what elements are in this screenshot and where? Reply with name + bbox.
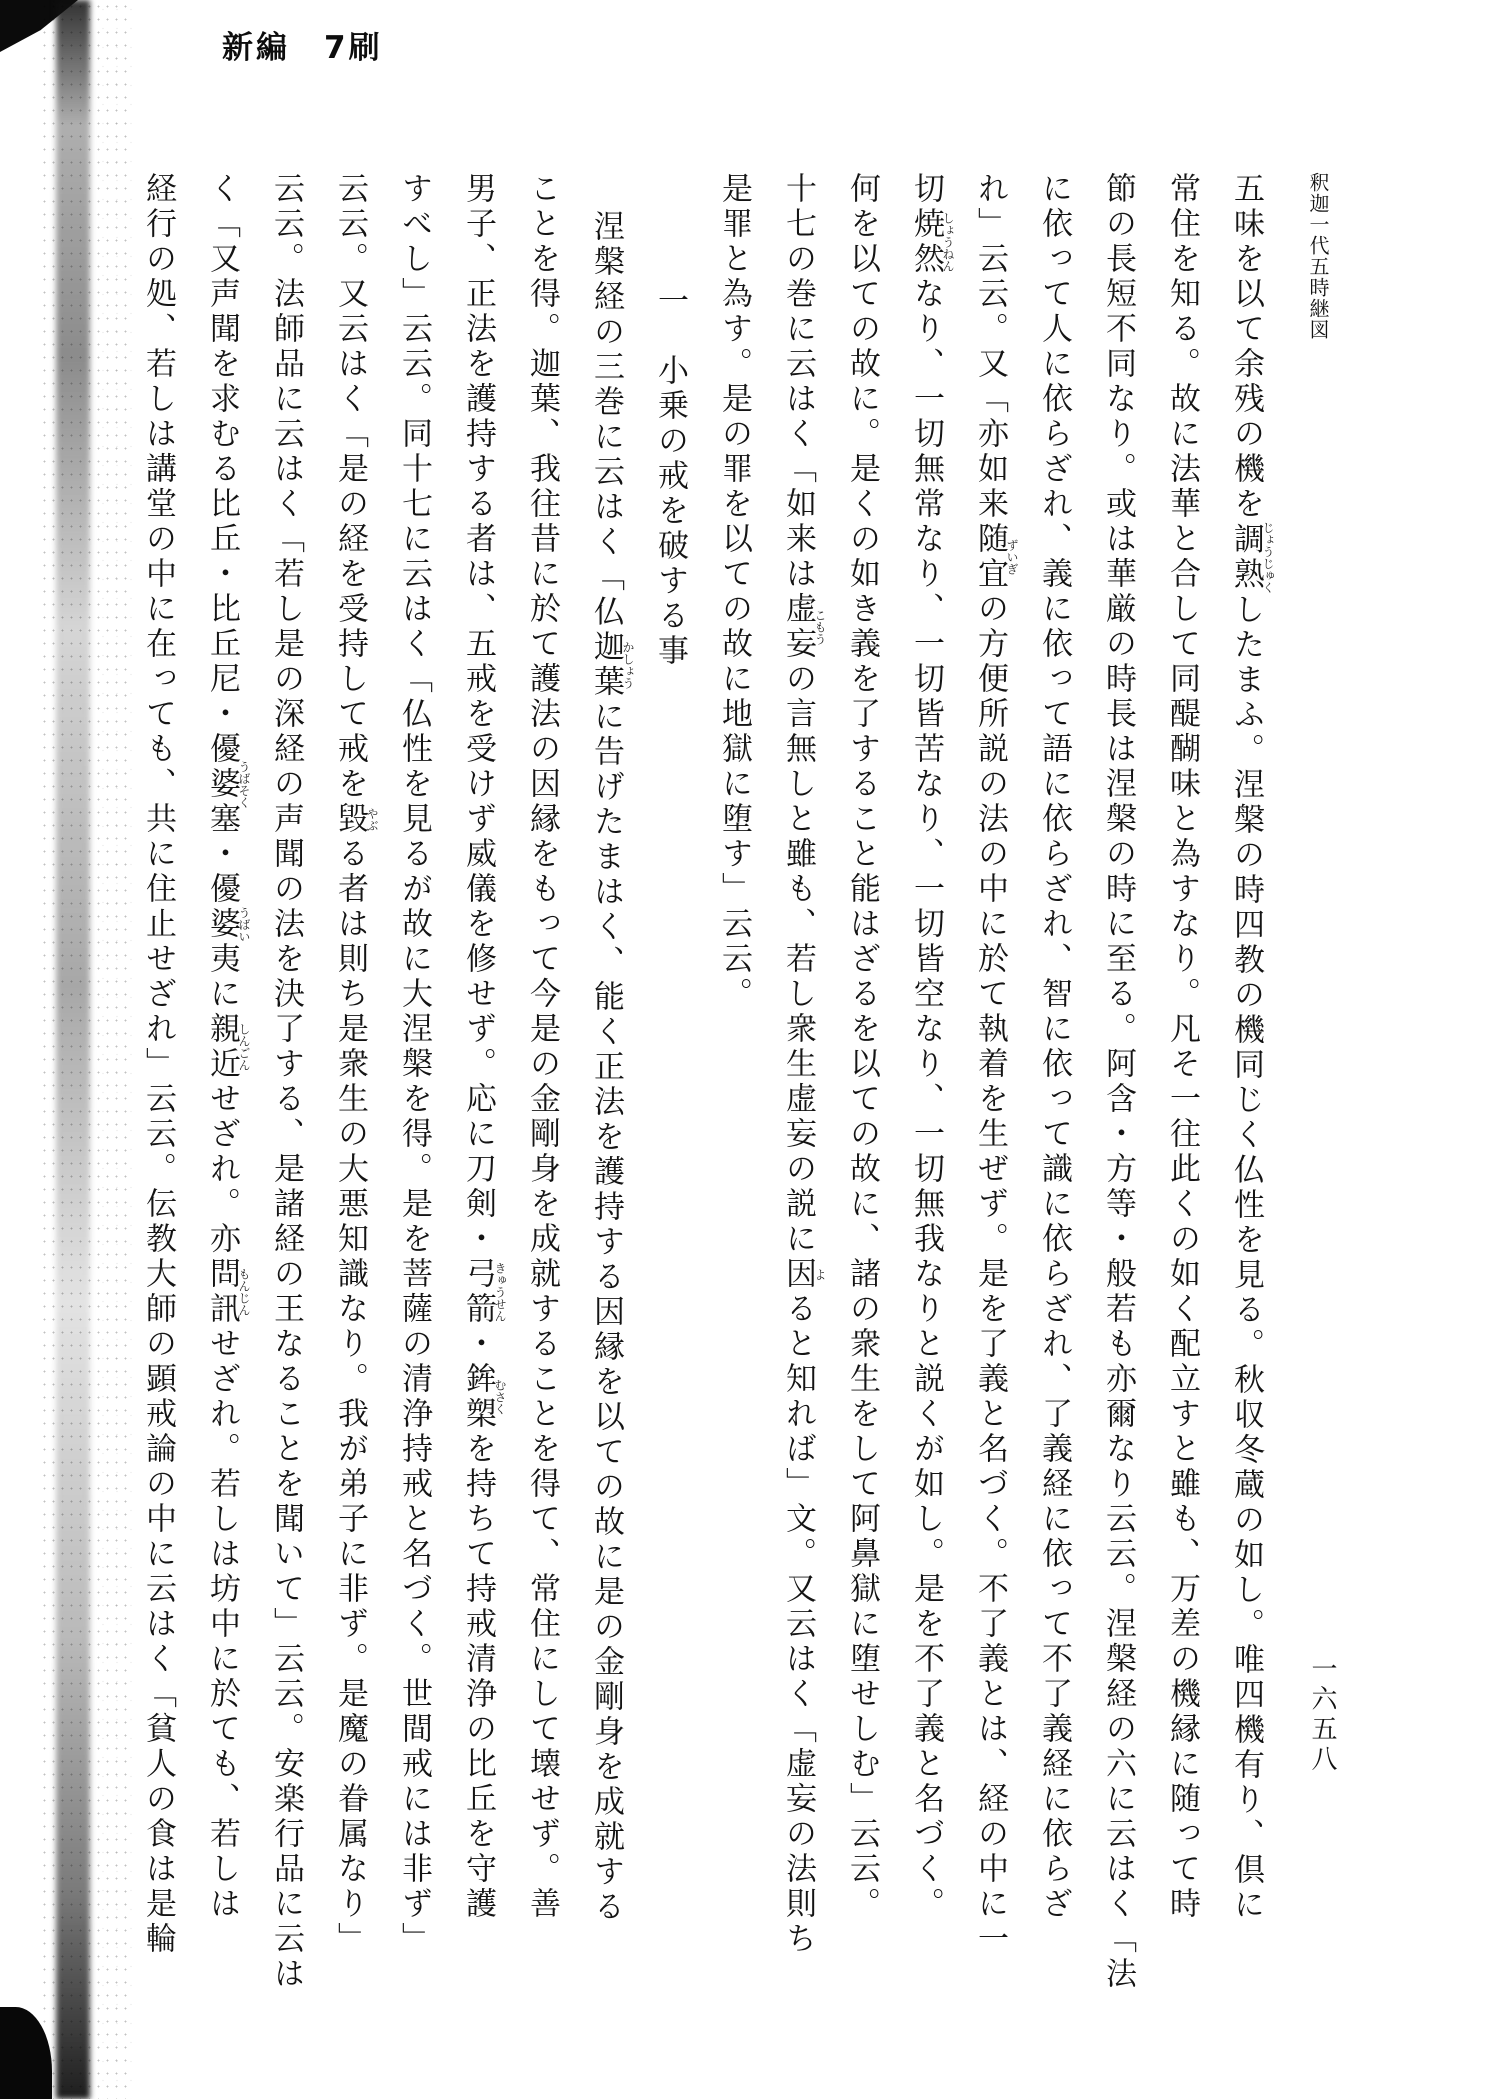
text-column-9: 是罪と為す。是の罪を以ての故に地獄に堕す」云云。 xyxy=(716,172,752,1012)
page-number: 一六五八 xyxy=(1307,1655,1337,1775)
text-column-14: すべし」云云。同十七に云はく「仏性を見るが故に大涅槃を得。是を菩薩の清浄持戒と名づく。世間戒には非ず」 xyxy=(396,172,432,1957)
text-column-18: 経行の処、若しは講堂の中に在っても、共に住止せざれ」云云。伝教大師の顕戒論の中に云はく「貧人の食は是輪 xyxy=(140,172,176,1957)
section-heading: 一 小乗の戒を破する事 xyxy=(652,284,688,669)
text-column-8: 十七の巻に云はく「如来は虚妄こもうの言無しと雖も、若し衆生虚妄の説に因よると知れば」文。又云はく「虚妄の法則ち xyxy=(780,172,827,1957)
text-column-5: れ」云云。又「亦如来随宜ずいぎの方便所説の法の中に於て執着を生ぜず。是を了義と名づく。不了義とは、経の中に一 xyxy=(972,172,1019,1957)
text-column-4: に依って人に依らざれ、義に依って語に依らざれ、智に依って識に依らざれ、了義経に依って不了義経に依らざ xyxy=(1036,172,1072,1922)
body-text xyxy=(120,172,1278,1992)
text-column-3: 節の長短不同なり。或は華厳の時長は涅槃の時に至る。阿含・方等・般若も亦爾なり云云。涅槃経の六に云はく「法 xyxy=(1100,172,1136,1992)
text-column-1: 五味を以て余残の機を調熟じょうじゅくしたまふ。涅槃の時四教の機同じく仏性を見る。秋収冬蔵の如し。唯四機有り、倶に xyxy=(1228,172,1275,1923)
page-title: 釈迦一代五時継図 xyxy=(1306,172,1330,340)
text-column-12: ことを得。迦葉、我往昔に於て護法の因縁をもって今是の金剛身を成就することを得て、常住にして壊せず。善 xyxy=(524,172,560,1922)
text-column-17: く「又声聞を求むる比丘・比丘尼・優婆塞うばそく・優婆夷うばいに親近しんごんせざれ。亦問訊もんじんせざれ。若しは坊中に於ても、若しは xyxy=(204,172,251,1922)
text-column-13: 男子、正法を護持する者は、五戒を受けず威儀を修せず。応に刀剣・弓箭きゅうせん・鉾槊むさくを持ちて持戒清浄の比丘を守護 xyxy=(460,172,507,1922)
text-column-16: 云云。法師品に云はく「若し是の深経の声聞の法を決了する、是諸経の王なることを聞いて」云云。安楽行品に云は xyxy=(268,172,304,1992)
text-column-7: 何を以ての故に。是くの如き義を了すること能はざるを以ての故に、諸の衆生をして阿鼻獄に堕せしむ」云云。 xyxy=(844,172,880,1922)
text-column-11: 涅槃経の三巻に云はく「仏迦葉かしょうに告げたまはく、能く正法を護持する因縁を以ての故に是の金剛身を成就する xyxy=(588,210,635,1925)
text-column-15: 云云。又云はく「是の経を受持して戒を毀やぶる者は則ち是衆生の大悪知識なり。我が弟子に非ず。是魔の眷属なり」 xyxy=(332,172,379,1957)
text-column-2: 常住を知る。故に法華と合して同醍醐味と為すなり。凡そ一往此くの如く配立すと雖も、万差の機縁に随って時 xyxy=(1164,172,1200,1922)
edition-stamp: 新編 7刷 xyxy=(222,30,383,66)
text-column-6: 切焼然しょうねんなり、一切無常なり、一切皆苦なり、一切皆空なり、一切無我なりと説くが如し。是を不了義と名づく。 xyxy=(908,172,955,1922)
